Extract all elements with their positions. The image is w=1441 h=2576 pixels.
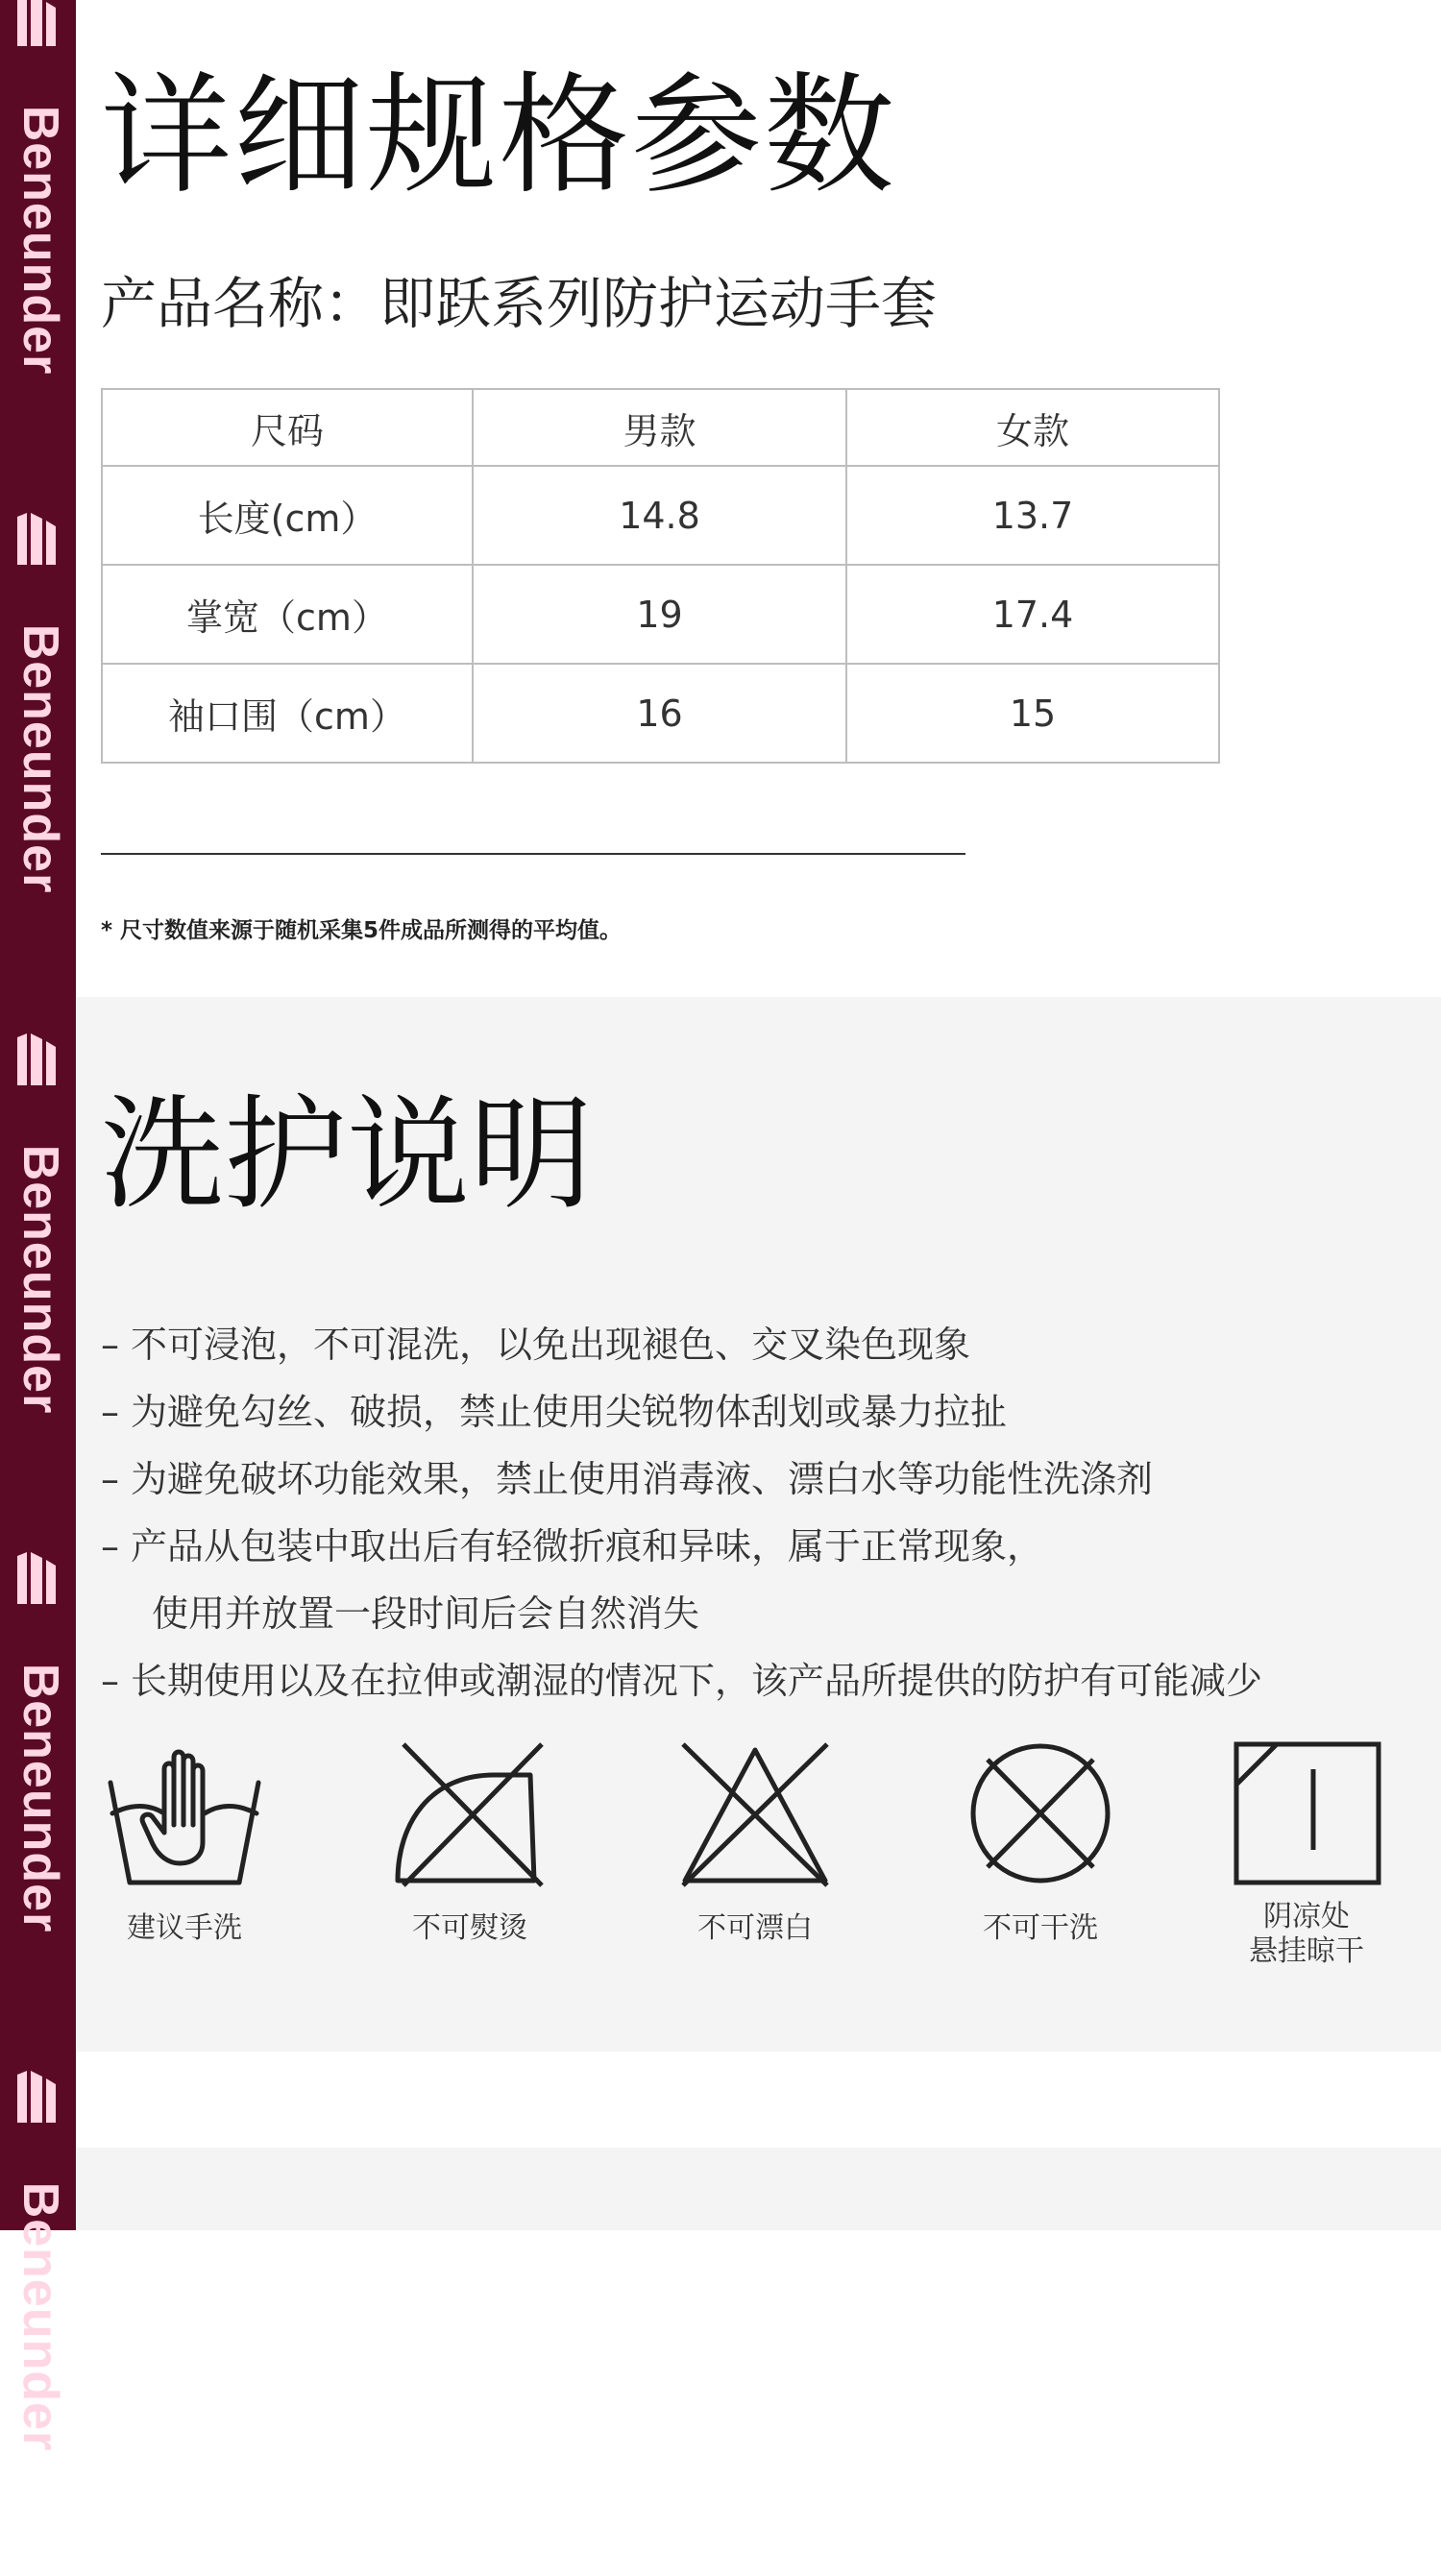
table-cell: 17.4: [846, 565, 1219, 664]
dash-bullet: –: [101, 1660, 119, 1702]
table-header-row: [102, 389, 1219, 466]
hand-wash-icon: [103, 1737, 266, 1890]
care-symbol-label: 悬挂晾干: [1249, 1934, 1364, 1968]
brand-name: Beneunder: [12, 1144, 68, 1415]
dash-bullet: –: [101, 1458, 119, 1500]
spec-title: 详细规格参数: [101, 61, 896, 212]
table-cell: 16: [473, 664, 846, 763]
table-cell: 13.7: [846, 466, 1219, 565]
brand-unit: [0, 499, 76, 1018]
care-item-continued: 使用并放置一段时间后会自然消失: [152, 1592, 700, 1635]
list-item: [101, 1446, 1262, 1513]
size-table: [101, 388, 1220, 764]
list-item: [101, 1378, 1262, 1446]
no-iron-icon: [388, 1737, 551, 1890]
brand-name: Beneunder: [12, 2181, 68, 2452]
bottom-area: [76, 2052, 1441, 2230]
care-item-text: 产品从包装中取出后有轻微折痕和异味，属于正常现象，: [131, 1525, 1044, 1567]
care-symbol-label: 不可干洗: [983, 1911, 1098, 1945]
table-cell: 14.8: [473, 466, 846, 565]
list-item: [101, 1647, 1262, 1714]
care-symbol: [673, 1737, 837, 1946]
brand-name: Beneunder: [12, 105, 68, 376]
care-symbol-label: 不可漂白: [697, 1911, 813, 1945]
no-dry-clean-icon: [959, 1737, 1122, 1890]
footnote: * 尺寸数值来源于随机采集5件成品所测得的平均值。: [101, 918, 623, 943]
line-dry-shade-icon: [1225, 1737, 1388, 1890]
list-item: [101, 1311, 1262, 1378]
no-bleach-icon: [673, 1737, 837, 1890]
brand-name: Beneunder: [12, 623, 68, 894]
spec-section: [76, 0, 1441, 997]
next-section-card: [76, 2148, 1441, 2230]
brand-logo-icon: [13, 2067, 60, 2126]
brand-strip: [0, 0, 79, 2452]
care-symbol: [1225, 1737, 1388, 1969]
table-header-cell: 女款: [846, 389, 1219, 466]
care-item-text: 为避免勾丝、破损，禁止使用尖锐物体刮划或暴力拉扯: [131, 1391, 1008, 1433]
dash-bullet: –: [101, 1525, 119, 1567]
brand-unit: [0, 0, 76, 499]
table-row: [102, 565, 1219, 664]
care-symbol: [103, 1737, 266, 1946]
list-item: [101, 1513, 1262, 1647]
care-symbol-label: 阴凉处: [1263, 1900, 1350, 1933]
care-symbol-label: 建议手洗: [127, 1911, 242, 1945]
table-cell: 掌宽（cm）: [102, 565, 473, 664]
table-row: [102, 664, 1219, 763]
care-section: [76, 997, 1441, 2052]
care-symbols: [76, 1737, 1441, 2015]
brand-unit: [0, 1020, 76, 1539]
brand-logo-icon: [13, 1030, 60, 1089]
care-item-text: 长期使用以及在拉伸或潮湿的情况下，该产品所提供的防护有可能减少: [131, 1660, 1263, 1702]
table-row: [102, 466, 1219, 565]
table-cell: 袖口围（cm）: [102, 664, 473, 763]
dash-bullet: –: [101, 1391, 119, 1433]
care-title: 洗护说明: [101, 1083, 594, 1227]
care-item-text: 不可浸泡，不可混洗，以免出现褪色、交叉染色现象: [131, 1324, 971, 1366]
table-cell: 15: [846, 664, 1219, 763]
care-symbol: [959, 1737, 1122, 1946]
table-header-cell: 男款: [473, 389, 846, 466]
table-header-cell: 尺码: [102, 389, 473, 466]
brand-logo-icon: [13, 1548, 60, 1608]
care-symbol: [388, 1737, 551, 1946]
brand-unit: [0, 1539, 76, 2057]
product-name: 产品名称：即跃系列防护运动手套: [101, 271, 938, 336]
care-symbol-label: 不可熨烫: [412, 1911, 527, 1945]
care-item-text: 为避免破坏功能效果，禁止使用消毒液、漂白水等功能性洗涤剂: [131, 1458, 1154, 1500]
brand-logo-icon: [13, 0, 60, 50]
divider: [101, 853, 965, 855]
brand-name: Beneunder: [12, 1663, 68, 1933]
brand-logo-icon: [13, 509, 60, 569]
brand-unit: [0, 2057, 76, 2576]
dash-bullet: –: [101, 1324, 119, 1366]
table-cell: 长度(cm）: [102, 466, 473, 565]
table-cell: 19: [473, 565, 846, 664]
care-instructions: [101, 1311, 1262, 1714]
